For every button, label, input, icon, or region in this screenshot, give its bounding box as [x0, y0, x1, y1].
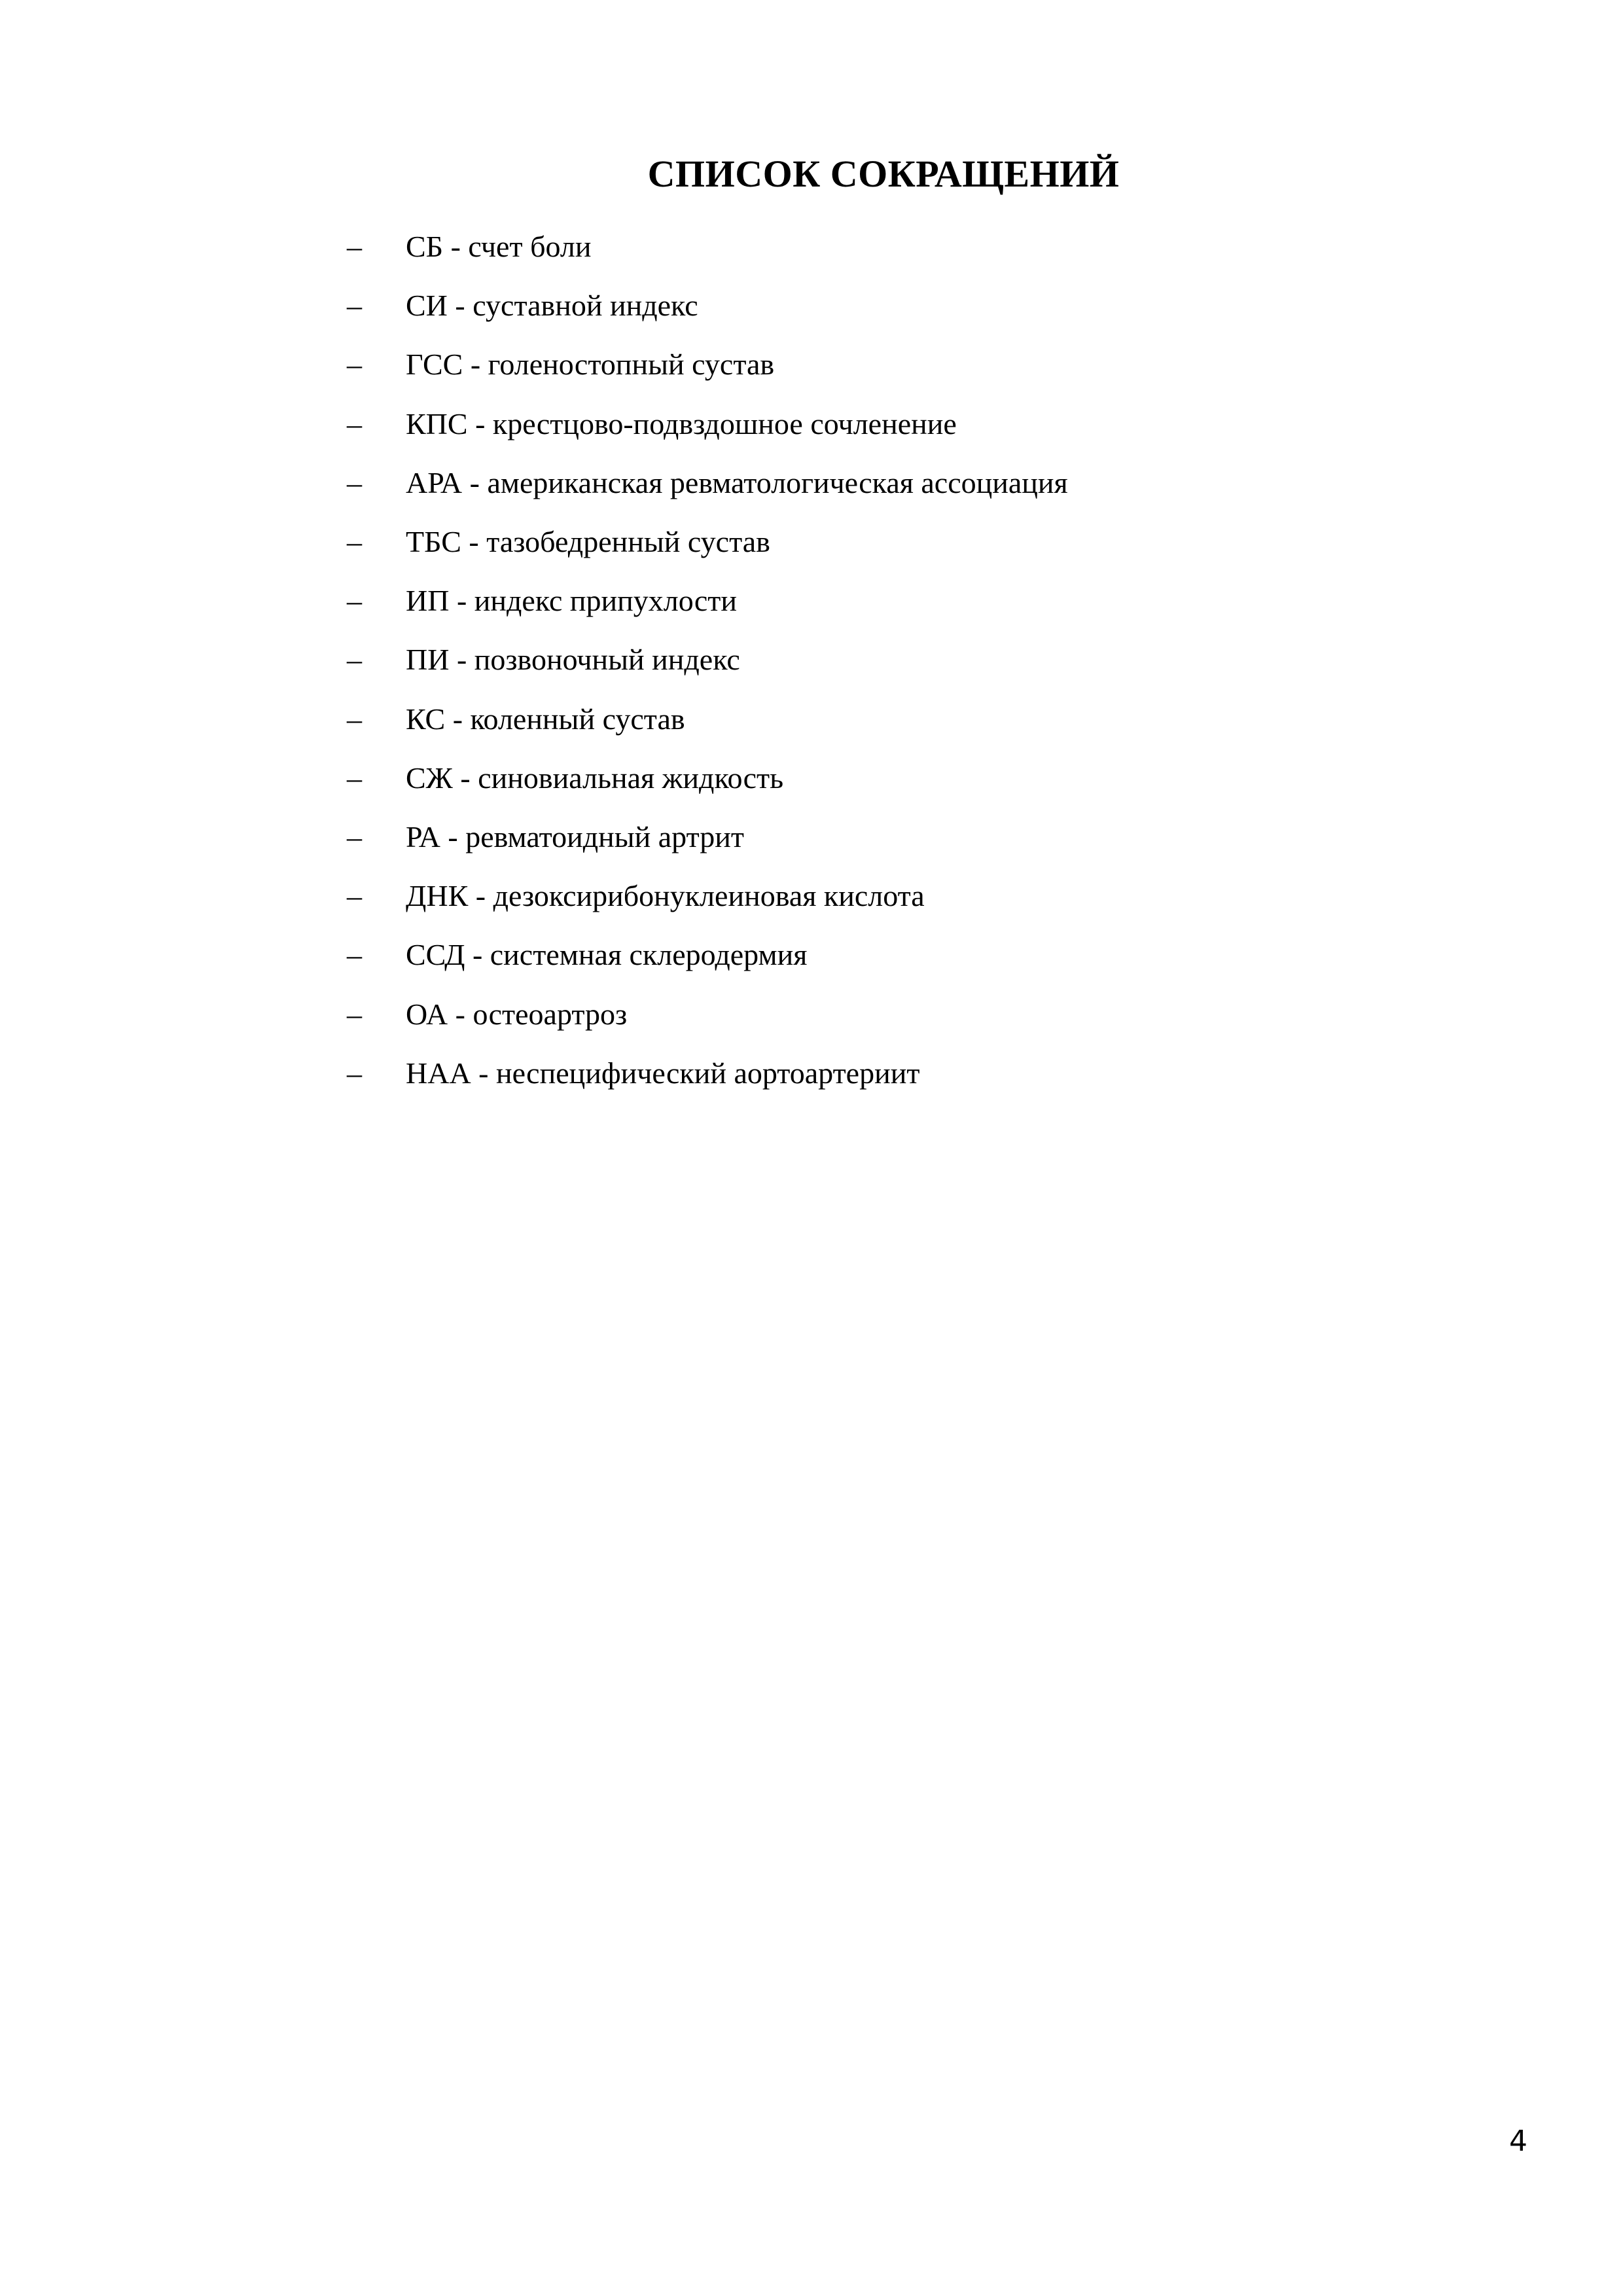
- abbreviation-text: ОА - остеоартроз: [406, 997, 628, 1031]
- dash-bullet: –: [347, 525, 362, 559]
- dash-bullet: –: [347, 406, 362, 440]
- abbreviation-text: АРА - американская ревматологическая ассоциация: [406, 465, 1068, 499]
- dash-bullet: –: [347, 879, 362, 913]
- abbreviation-text: КПС - крестцово-подвздошное сочленение: [406, 406, 957, 440]
- dash-bullet: –: [347, 465, 362, 499]
- dash-bullet: –: [347, 1056, 362, 1090]
- abbreviation-text: НАА - неспецифический аортоартериит: [406, 1056, 920, 1090]
- dash-bullet: –: [347, 348, 362, 382]
- dash-bullet: –: [347, 643, 362, 677]
- page-title: СПИСОК СОКРАЩЕНИЙ: [647, 152, 1120, 195]
- dash-bullet: –: [347, 702, 362, 736]
- dash-bullet: –: [347, 938, 362, 972]
- dash-bullet: –: [347, 584, 362, 618]
- dash-bullet: –: [347, 761, 362, 795]
- abbreviation-text: ДНК - дезоксирибонуклеиновая кислота: [406, 879, 925, 913]
- abbreviation-text: ССД - системная склеродермия: [406, 938, 808, 972]
- dash-bullet: –: [347, 289, 362, 323]
- abbreviation-text: РА - ревматоидный артрит: [406, 819, 744, 853]
- dash-bullet: –: [347, 230, 362, 264]
- abbreviation-text: СЖ - синовиальная жидкость: [406, 761, 784, 795]
- abbreviation-text: ТБС - тазобедренный сустав: [406, 525, 770, 559]
- page-number: 4: [1509, 2125, 1527, 2158]
- abbreviation-text: ГСС - голеностопный сустав: [406, 348, 775, 382]
- abbreviation-text: КС - коленный сустав: [406, 702, 685, 736]
- abbreviation-text: СБ - счет боли: [406, 230, 592, 264]
- dash-bullet: –: [347, 997, 362, 1031]
- abbreviation-text: СИ - суставной индекс: [406, 289, 698, 323]
- dash-bullet: –: [347, 819, 362, 853]
- abbreviation-text: ПИ - позвоночный индекс: [406, 643, 740, 677]
- abbreviation-text: ИП - индекс припухлости: [406, 584, 738, 618]
